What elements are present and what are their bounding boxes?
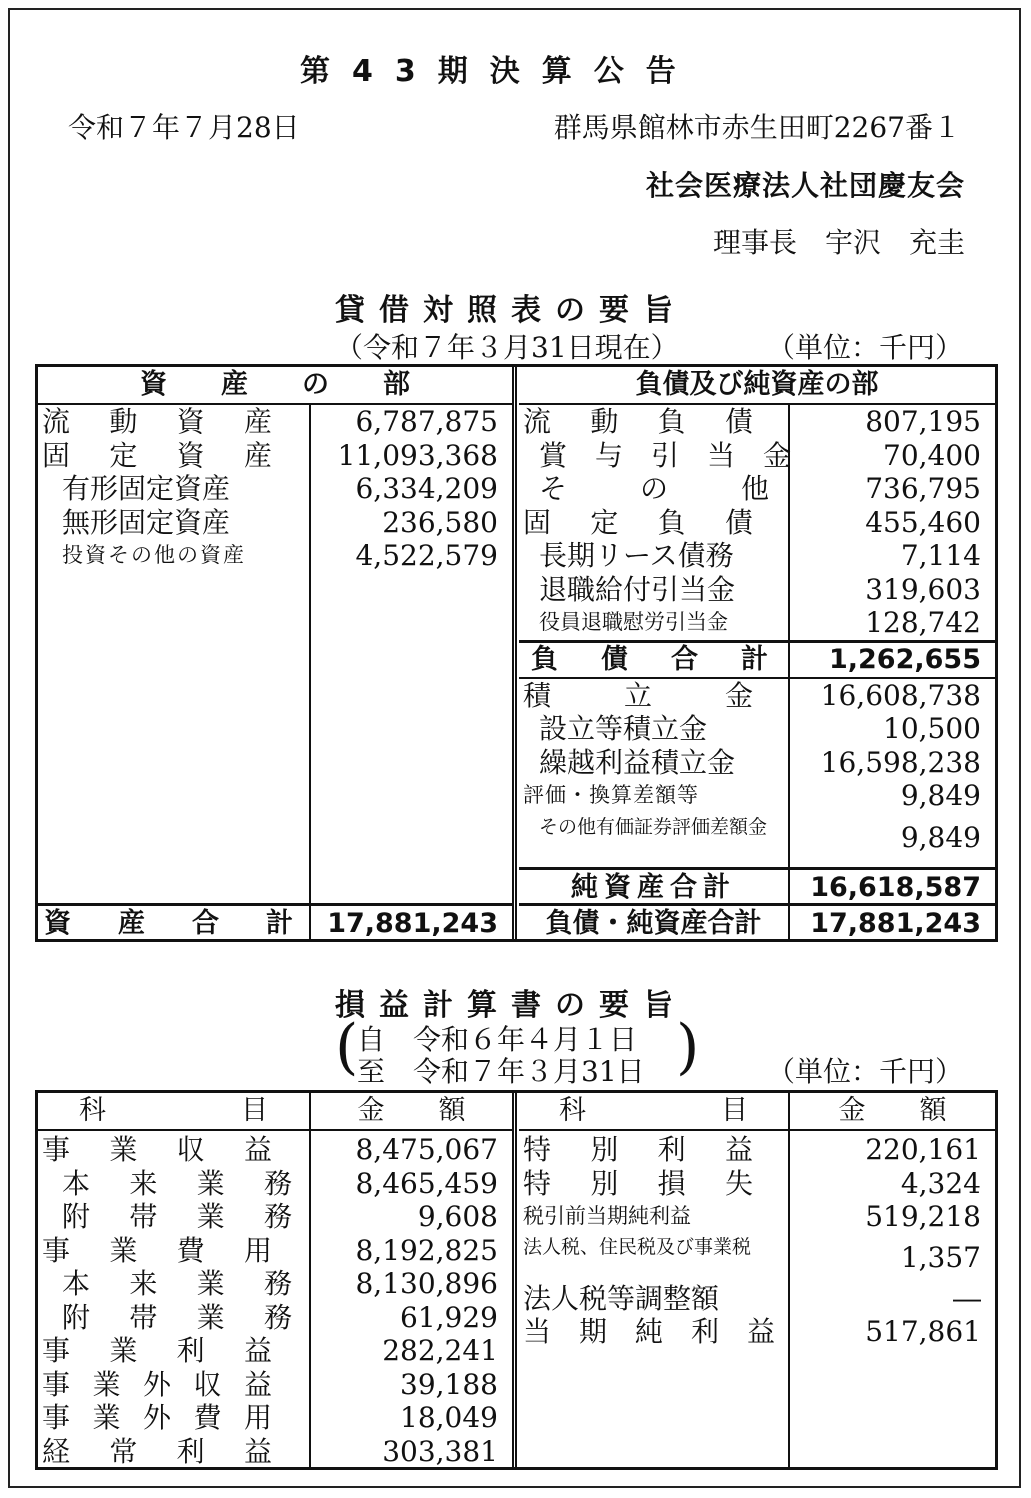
income-value: 8,465,459 — [355, 1166, 498, 1200]
equity-row — [519, 746, 995, 780]
income-row — [38, 1234, 512, 1268]
equity-label: 設立等積立金 — [539, 712, 708, 745]
income-label: 法人税等調整額 — [523, 1281, 720, 1315]
notice-date: 令和７年７月28日 — [68, 111, 300, 144]
income-value: ― — [953, 1281, 981, 1315]
grand-total-label: 負債・純資産合計 — [545, 908, 762, 939]
income-value: 1,357 — [900, 1240, 981, 1274]
income-value: 8,130,896 — [355, 1267, 498, 1300]
income-row — [38, 1301, 512, 1335]
income-label: 当 期 純 利 益 — [523, 1315, 776, 1348]
income-value: 18,049 — [400, 1401, 498, 1434]
income-label: 特 別 利 益 — [523, 1133, 753, 1166]
income-label: 本 来 業 務 — [62, 1166, 292, 1200]
asset-value: 236,580 — [382, 505, 498, 539]
income-center-divider — [512, 1093, 517, 1467]
balance-sheet-title: 貸借対照表の要旨 — [335, 293, 687, 328]
liability-label: 固 定 負 債 — [523, 505, 753, 539]
asset-label: 固 定 資 産 — [42, 438, 272, 472]
income-value: 282,241 — [382, 1334, 498, 1367]
income-value: 4,324 — [900, 1166, 981, 1200]
liability-value: 128,742 — [865, 606, 981, 639]
income-row — [38, 1334, 512, 1368]
income-value: 517,861 — [865, 1315, 981, 1348]
liability-row — [519, 472, 995, 506]
income-row — [519, 1282, 995, 1316]
income-label: 事 業 収 益 — [42, 1133, 272, 1166]
liability-value: 736,795 — [865, 472, 981, 505]
income-value: 9,608 — [417, 1200, 498, 1233]
asset-row — [38, 472, 512, 506]
income-label: 本 来 業 務 — [62, 1267, 292, 1300]
liability-label: 退職給付引当金 — [539, 572, 736, 606]
column-item-header: 科 目 — [559, 1095, 748, 1126]
asset-label: 有形固定資産 — [62, 472, 231, 505]
liability-label: そ の 他 — [539, 472, 769, 505]
income-row — [519, 1200, 995, 1234]
liability-value: 807,195 — [865, 405, 981, 438]
income-row — [38, 1133, 512, 1167]
income-label: 附 帯 業 務 — [62, 1300, 292, 1334]
equity-label: 繰越利益積立金 — [539, 745, 736, 779]
balance-sheet-unit: （単位：千円） — [766, 331, 963, 364]
income-label: 事業外費用 — [42, 1401, 272, 1434]
income-row — [38, 1167, 512, 1201]
income-statement-title: 損益計算書の要旨 — [335, 988, 687, 1023]
income-label: 経 常 利 益 — [42, 1434, 272, 1468]
asset-label: 無形固定資産 — [62, 505, 231, 539]
income-value: 303,381 — [382, 1434, 498, 1468]
equity-total-row — [519, 867, 995, 906]
income-period-to: 至 令和７年３月31日 — [357, 1055, 645, 1088]
income-row — [519, 1315, 995, 1349]
liability-value: 70,400 — [883, 438, 981, 472]
asset-value: 11,093,368 — [337, 438, 498, 472]
liability-label: 賞 与 引 当 金 — [539, 438, 792, 472]
income-period-from: 自 令和６年４月１日 — [357, 1023, 638, 1056]
income-row — [519, 1133, 995, 1167]
equity-row — [519, 679, 995, 713]
asset-row — [38, 405, 512, 439]
liabilities-header: 負債及び純資産の部 — [519, 367, 995, 405]
column-item-header: 科 目 — [79, 1095, 268, 1126]
assets-total-label: 資 産 合 計 — [44, 908, 303, 939]
income-statement-unit: （単位：千円） — [766, 1055, 963, 1088]
column-amount-header: 金 額 — [788, 1093, 995, 1129]
equity-total-value: 16,618,587 — [788, 870, 995, 906]
income-label: 事業外収益 — [42, 1367, 272, 1401]
equity-value: 9,849 — [900, 820, 981, 854]
assets-total-row — [38, 903, 512, 942]
liability-label: 長期リース債務 — [539, 539, 734, 572]
income-row — [519, 1234, 995, 1282]
assets-total-value: 17,881,243 — [309, 906, 512, 942]
liability-row — [519, 573, 995, 607]
income-label: 附 帯 業 務 — [62, 1200, 292, 1233]
grand-total-value: 17,881,243 — [788, 906, 995, 942]
income-value: 8,192,825 — [355, 1233, 498, 1267]
income-statement-table — [35, 1090, 998, 1470]
representative: 理事長 宇沢 充圭 — [712, 226, 965, 259]
liabilities-total-row — [519, 640, 995, 679]
equity-total-label: 純資産合計 — [571, 872, 736, 903]
center-divider — [512, 367, 517, 939]
liability-label: 流 動 負 債 — [523, 405, 753, 438]
notice-title: 第43期決算公告 — [300, 54, 698, 89]
liability-value: 319,603 — [865, 572, 981, 606]
asset-value: 6,787,875 — [355, 405, 498, 438]
income-value: 61,929 — [400, 1300, 498, 1334]
income-row — [38, 1200, 512, 1234]
asset-row — [38, 506, 512, 540]
equity-value: 16,608,738 — [820, 678, 981, 712]
liability-row — [519, 606, 995, 640]
income-row — [38, 1401, 512, 1435]
liability-label: 役員退職慰労引当金 — [539, 610, 728, 634]
liability-row — [519, 439, 995, 473]
liabilities-total-label: 負 債 合 計 — [531, 643, 776, 675]
balance-sheet-table — [35, 364, 998, 942]
income-label: 特 別 損 失 — [523, 1166, 753, 1200]
equity-row — [519, 712, 995, 746]
income-row — [38, 1435, 512, 1469]
income-label: 税引前当期純利益 — [523, 1204, 691, 1228]
income-label: 事 業 費 用 — [42, 1233, 272, 1267]
equity-row — [519, 813, 995, 863]
income-label: 事 業 利 益 — [42, 1334, 272, 1367]
asset-value: 6,334,209 — [355, 472, 498, 505]
liability-row — [519, 506, 995, 540]
asset-row — [38, 539, 512, 573]
asset-label: 流 動 資 産 — [42, 405, 272, 438]
income-value: 220,161 — [865, 1133, 981, 1166]
income-period-bracket: ( — [335, 1012, 359, 1082]
equity-value: 16,598,238 — [820, 745, 981, 779]
income-value: 8,475,067 — [355, 1133, 498, 1166]
company-name: 社会医療法人社団慶友会 — [645, 169, 965, 202]
equity-label: 積 立 金 — [523, 678, 753, 712]
balance-sheet-date: （令和７年３月31日現在） — [335, 331, 679, 364]
liability-row — [519, 405, 995, 439]
column-amount-header: 金 額 — [309, 1093, 512, 1129]
equity-row — [519, 779, 995, 813]
income-row — [38, 1368, 512, 1402]
assets-header: 資 産 の 部 — [38, 367, 512, 405]
equity-label: その他有価証券評価差額金 — [539, 815, 768, 838]
income-row — [519, 1167, 995, 1201]
equity-label: 評価・換算差額等 — [523, 783, 699, 807]
liability-row — [519, 539, 995, 573]
income-row — [38, 1267, 512, 1301]
grand-total-row — [519, 903, 995, 942]
liability-value: 455,460 — [865, 505, 981, 539]
equity-value: 9,849 — [900, 779, 981, 812]
income-value: 39,188 — [400, 1367, 498, 1401]
income-label: 法人税、住民税及び事業税 — [523, 1235, 752, 1258]
asset-row — [38, 439, 512, 473]
income-period-bracket-close: ) — [676, 1012, 700, 1082]
liabilities-total-value: 1,262,655 — [788, 643, 995, 677]
income-value: 519,218 — [865, 1200, 981, 1233]
asset-value: 4,522,579 — [355, 539, 498, 572]
liability-value: 7,114 — [900, 539, 981, 572]
asset-label: 投資その他の資産 — [62, 543, 246, 567]
company-address: 群馬県館林市赤生田町2267番１ — [553, 111, 961, 144]
equity-value: 10,500 — [883, 712, 981, 745]
